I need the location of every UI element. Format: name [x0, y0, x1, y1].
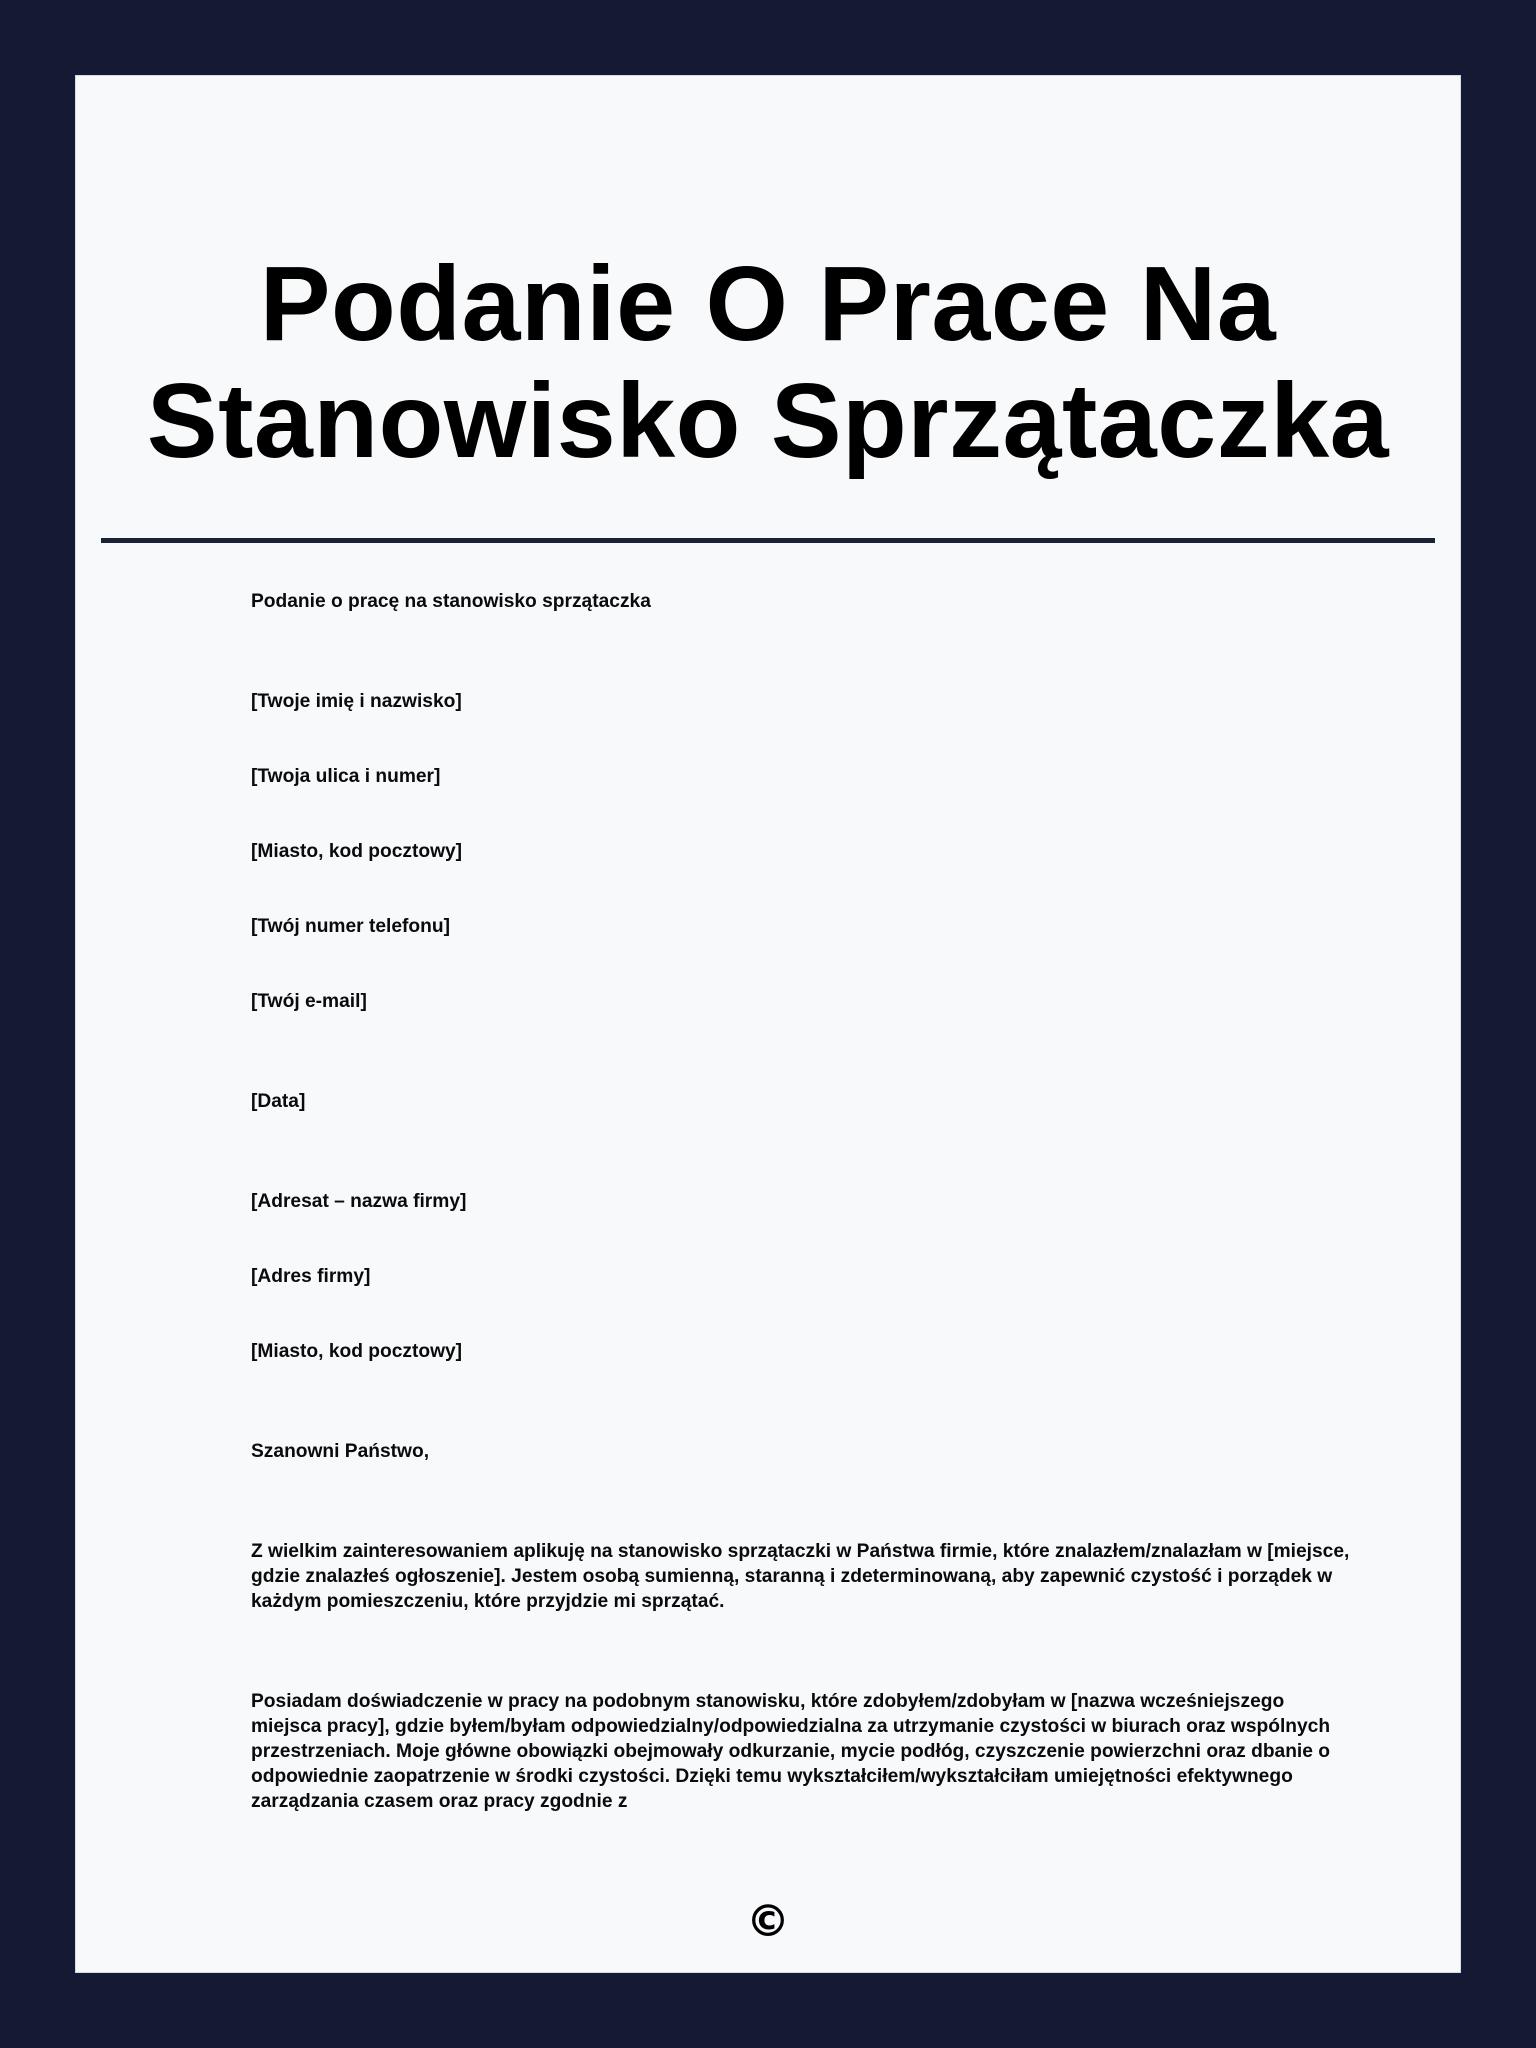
body-paragraph-1: Z wielkim zainteresowaniem aplikuję na stanowisko sprzątaczki w Państwa firmie, które znalazłem/znalazłam w [miejsce, gdzie znalazłeś ogłoszenie]. Jestem osobą sumienną, staranną i zdeterminowaną, aby zapewnić czystość i porządek w każdym pomieszczeniu, które przyjdzie mi sprzątać.	[251, 1541, 1350, 1612]
recipient-city: [Miasto, kod pocztowy]	[251, 1341, 463, 1362]
subject-line: Podanie o pracę na stanowisko sprzątaczka	[251, 591, 651, 612]
sender-street: [Twoja ulica i numer]	[251, 766, 441, 787]
recipient-address: [Adres firmy]	[251, 1266, 371, 1287]
body-paragraph-2: Posiadam doświadczenie w pracy na podobnym stanowisku, które zdobyłem/zdobyłam w [nazwa wcześniejszego miejsca pracy], gdzie byłem/byłam odpowiedzialny/odpowiedzialna za utrzymanie czystości w biurach oraz wspólnych przestrzeniach. Moje główne obowiązki obejmowały odkurzanie, mycie podłóg, czyszczenie powierzchni oraz dbanie o odpowiednie zaopatrzenie w środki czystości. Dzięki temu wykształciłem/wykształciłam umiejętności efektywnego zarządzania czasem oraz pracy zgodnie z	[251, 1691, 1331, 1812]
letter-date: [Data]	[251, 1091, 306, 1112]
letter-body	[251, 76, 1371, 1974]
salutation: Szanowni Państwo,	[251, 1441, 430, 1462]
document-title: Podanie O Prace Na Stanowisko Sprzątaczka	[146, 245, 1390, 480]
sender-city: [Miasto, kod pocztowy]	[251, 841, 463, 862]
copyright-symbol: ©	[746, 1896, 790, 1947]
recipient-company: [Adresat – nazwa firmy]	[251, 1191, 467, 1212]
sender-email: [Twój e-mail]	[251, 991, 367, 1012]
document-sheet	[75, 75, 1461, 1973]
sender-phone: [Twój numer telefonu]	[251, 916, 450, 937]
sender-name: [Twoje imię i nazwisko]	[251, 691, 462, 712]
